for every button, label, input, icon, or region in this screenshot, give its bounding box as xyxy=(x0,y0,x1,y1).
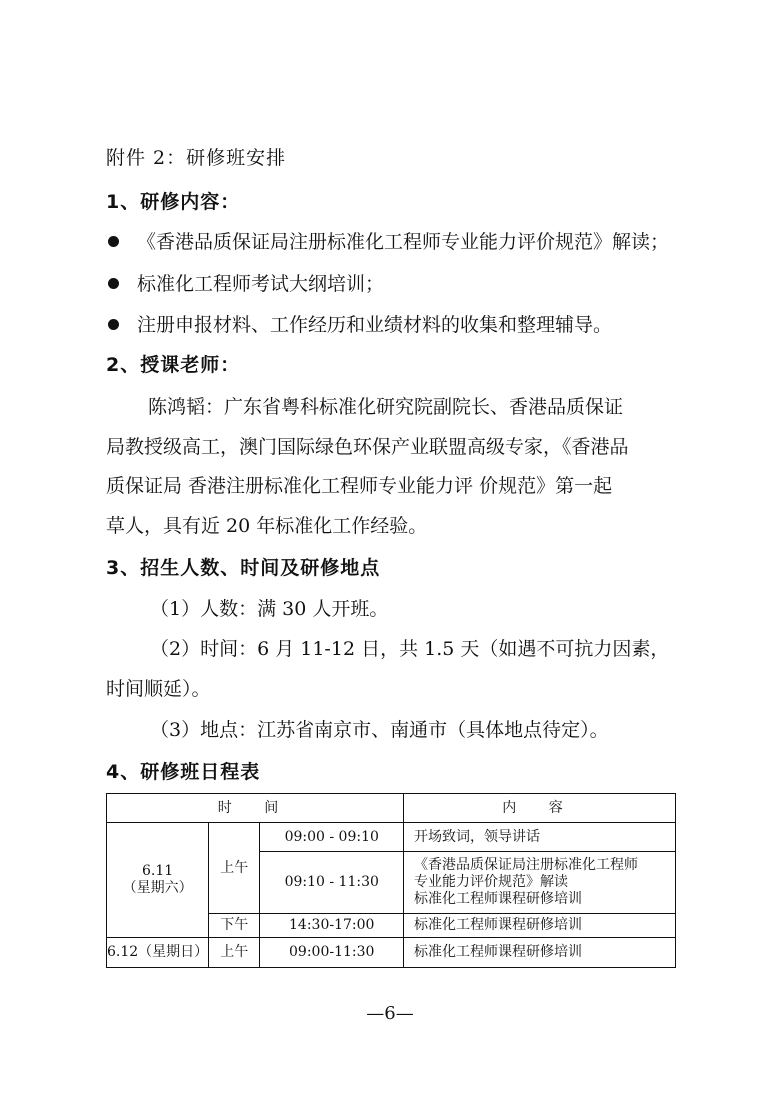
bullet-dot-icon xyxy=(108,319,119,330)
content-cell: 标准化工程师课程研修培训 xyxy=(404,938,676,968)
day1-date-cell xyxy=(107,823,209,938)
morning-label: 上午 xyxy=(209,823,260,914)
bullet-dot-icon xyxy=(108,236,119,247)
time-item-continued: 时间顺延）。 xyxy=(106,678,211,700)
section-3-heading: 3、招生人数、时间及研修地点 xyxy=(106,557,381,579)
header-content: 内 容 xyxy=(404,794,676,823)
schedule-table xyxy=(106,793,676,968)
content-cell: 开场致词，领导讲话 xyxy=(404,823,676,852)
enrollment-item: （1）人数：满 30 人开班。 xyxy=(150,598,389,620)
teacher-bio-line: 草人，具有近 20 年标准化工作经验。 xyxy=(106,515,428,537)
afternoon-label: 下午 xyxy=(209,914,260,938)
teacher-bio-line: 陈鸿韬：广东省粤科标准化研究院副院长、香港品质保证 xyxy=(148,396,624,418)
bullet-item xyxy=(108,272,384,296)
bullet-dot-icon xyxy=(108,278,119,289)
content-line: 《香港品质保证局注册标准化工程师 xyxy=(414,857,639,873)
bullet-text: 注册申报材料、工作经历和业绩材料的收集和整理辅导。 xyxy=(137,314,613,336)
section-1-heading: 1、研修内容： xyxy=(106,191,241,213)
table-row xyxy=(107,938,676,968)
header-time: 时 间 xyxy=(107,794,404,823)
location-item: （3）地点：江苏省南京市、南通市（具体地点待定）。 xyxy=(150,719,609,741)
content-cell: 标准化工程师课程研修培训 xyxy=(404,914,676,938)
bullet-text: 《香港品质保证局注册标准化工程师专业能力评价规范》解读； xyxy=(137,231,670,253)
section-4-heading: 4、研修班日程表 xyxy=(106,761,261,783)
content-line: 标准化工程师课程研修培训 xyxy=(414,891,583,907)
table-row xyxy=(107,823,676,852)
content-cell xyxy=(404,852,676,914)
teacher-bio-line: 局教授级高工，澳门国际绿色环保产业联盟高级专家，《香港品 xyxy=(106,436,629,458)
time-item: （2）时间：6 月 11-12 日，共 1.5 天（如遇不可抗力因素， xyxy=(150,638,670,660)
page-number: —6— xyxy=(366,1003,414,1024)
day1-date: 6.11 xyxy=(142,863,174,879)
day1-weekday: （星期六） xyxy=(122,880,193,896)
time-cell: 14:30-17:00 xyxy=(260,914,404,938)
teacher-bio-line: 质保证局 香港注册标准化工程师专业能力评 价规范》第一起 xyxy=(106,475,613,497)
content-line: 专业能力评价规范》解读 xyxy=(414,874,569,890)
time-cell: 09:00-11:30 xyxy=(260,938,404,968)
bullet-text: 标准化工程师考试大纲培训； xyxy=(137,273,385,295)
bullet-item xyxy=(108,230,669,254)
section-2-heading: 2、授课老师： xyxy=(106,354,241,376)
time-cell: 09:10 - 11:30 xyxy=(260,852,404,914)
table-header-row xyxy=(107,794,676,823)
bullet-item xyxy=(108,313,612,337)
morning-label: 上午 xyxy=(209,938,260,968)
day2-date: 6.12（星期日） xyxy=(107,938,209,968)
time-cell: 09:00 - 09:10 xyxy=(260,823,404,852)
appendix-title: 附件 2：研修班安排 xyxy=(106,147,287,169)
